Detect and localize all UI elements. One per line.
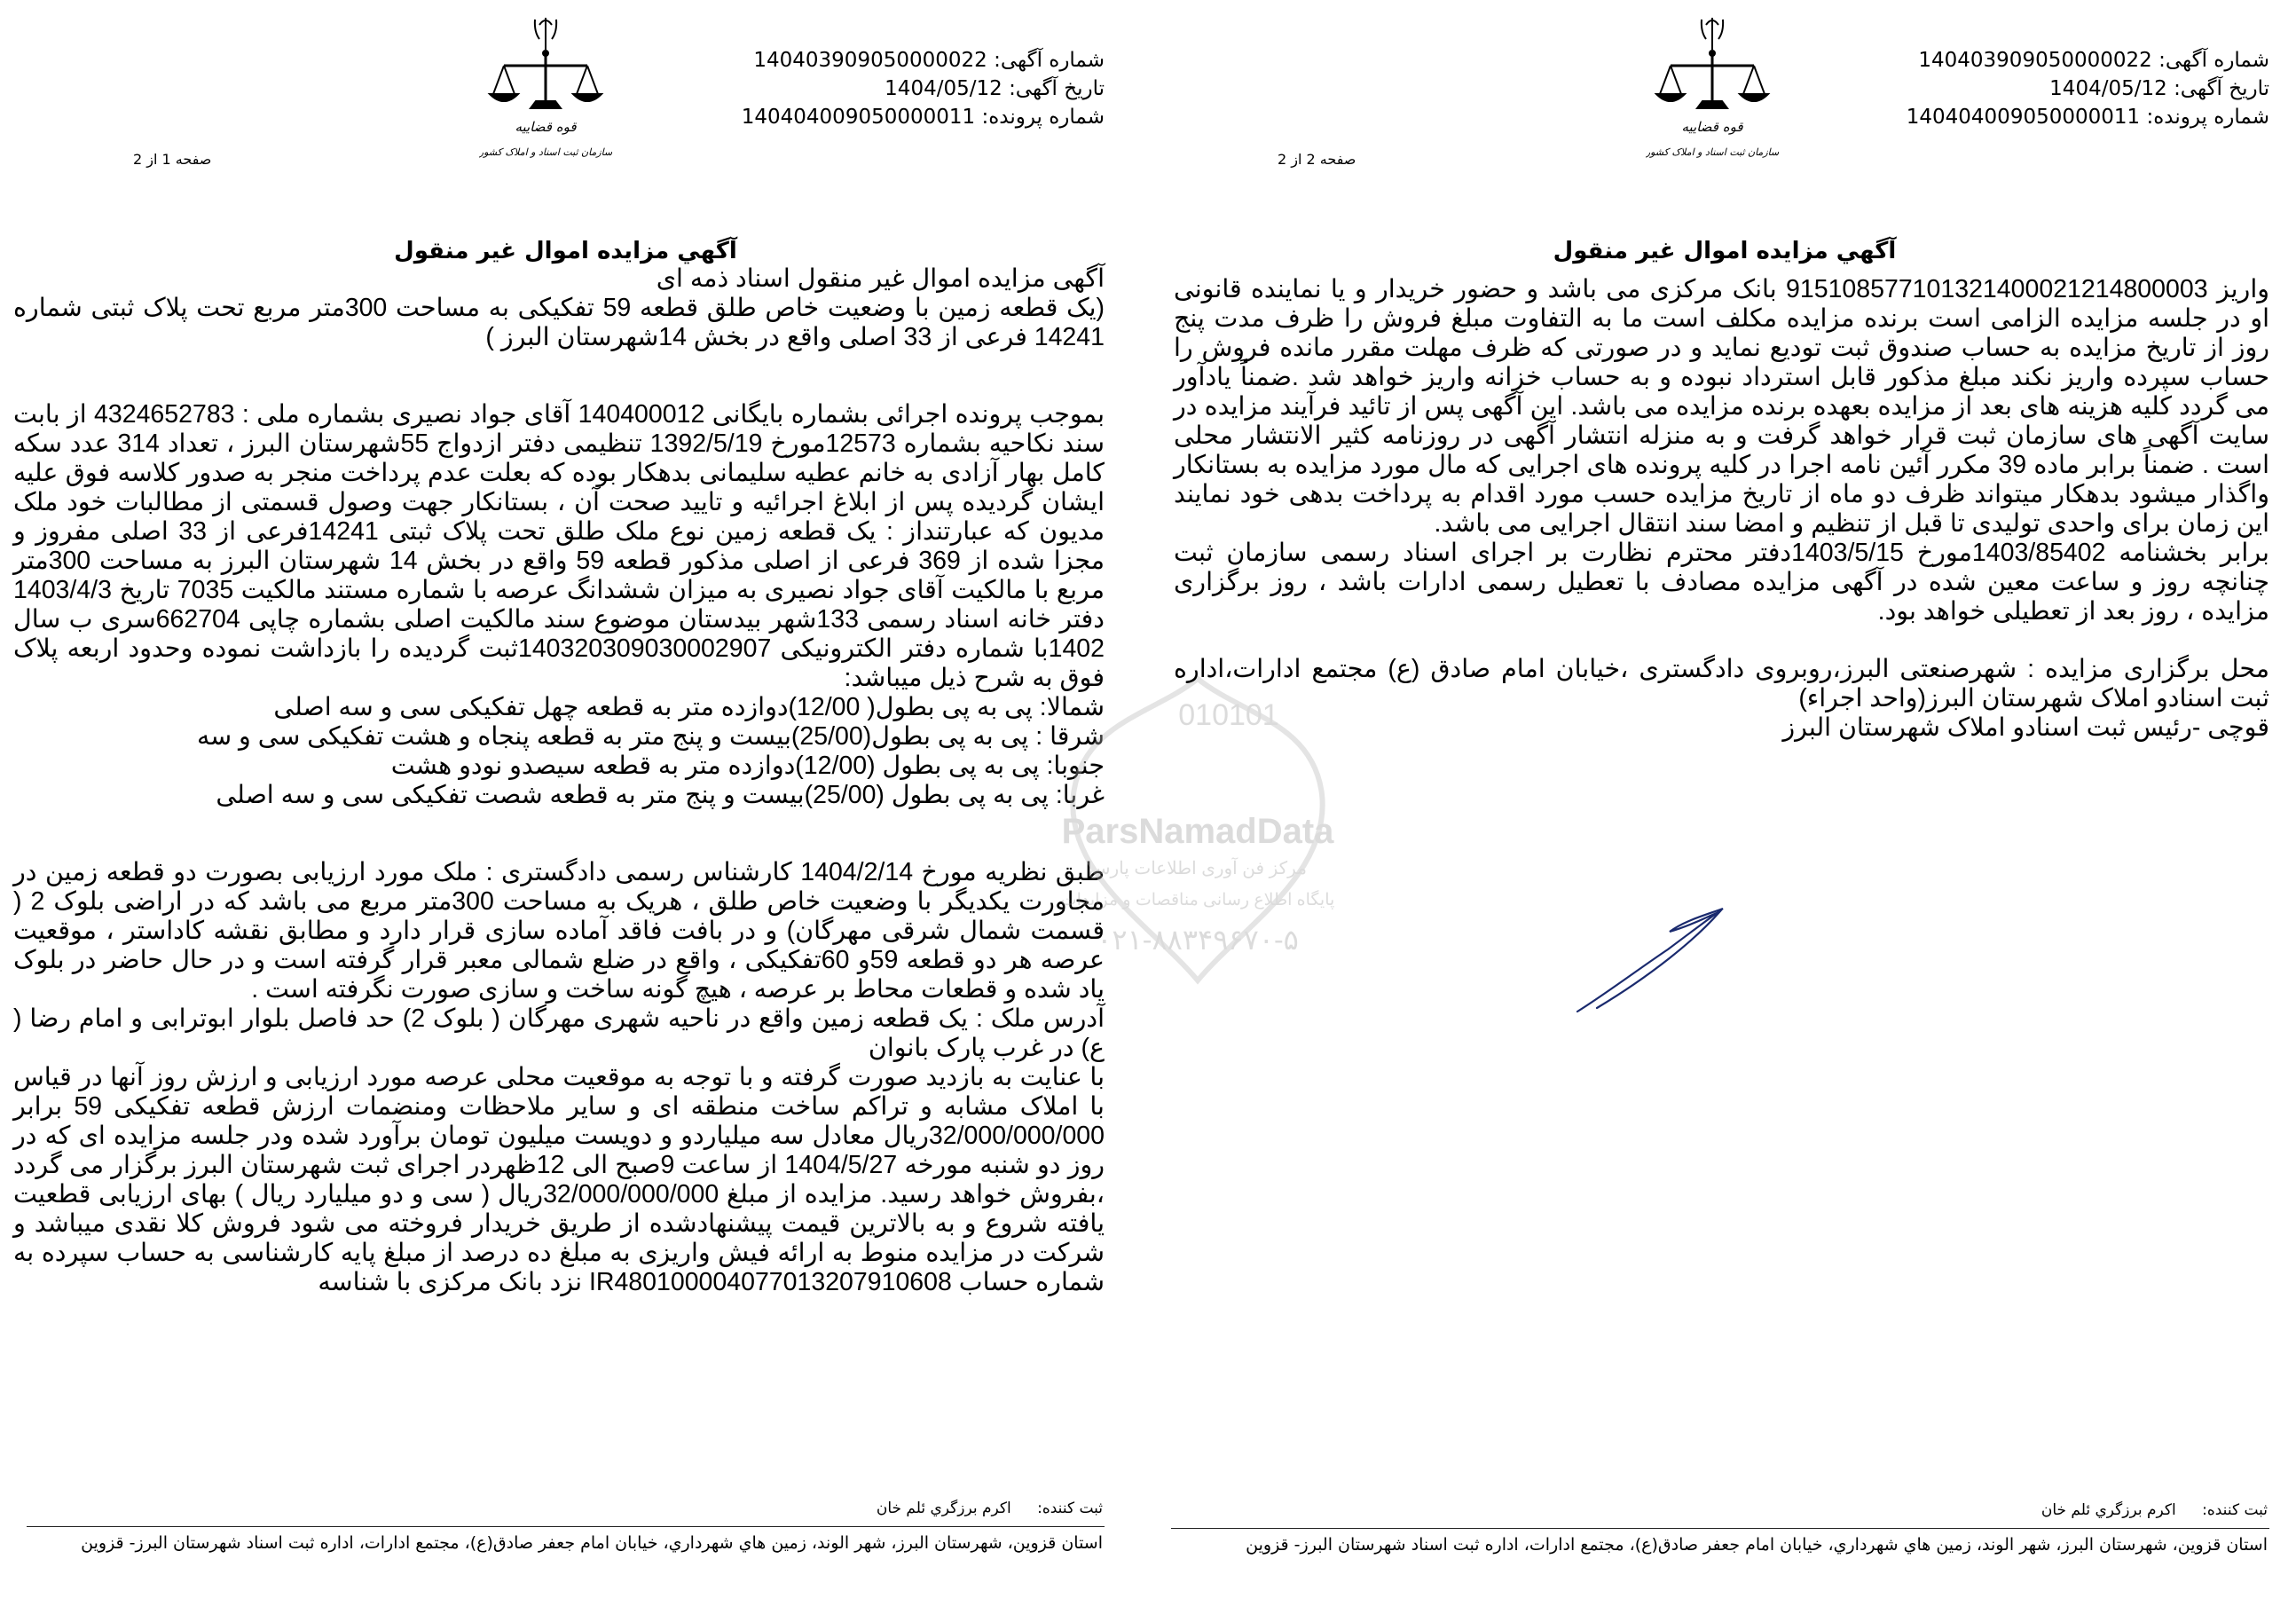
emblem-organization-text: سازمان ثبت اسناد و املاک کشور [479,146,612,158]
page-number: صفحه 1 از 2 [133,151,212,168]
boundary-west: غربا: پی به پی بطول (25/00)بیست و پنج متر به قطعه شصت تفکیکی سی و سه اصلی [216,781,1105,809]
judiciary-emblem-logo [1646,9,1779,195]
emblem-judiciary-text: قوه قضاییه [1681,119,1743,135]
notice-body [1174,275,2269,743]
notice-page-1 [0,0,1131,1622]
file-number-value: 140404009050000011 [1906,106,2141,129]
boundary-east: شرقا : پی به پی بطول(25/00)بیست و پنج متر به قطعه پنجاه و هشت تفکیکی سی و سه [196,722,1105,751]
notice-number-label: شماره آگهی: [994,49,1105,72]
registrar-line [877,1500,1103,1517]
payment-terms: واریز 915108577101321400021214800003 بانک مرکزی می باشد و حضور خریدار و یا نماینده قانونی او در جلسه مزایده الزامی است برنده مزایده مکلف است ما به التفاوت مبلغ فروش را ظرف مدت پنج روز از تاریخ مزایده به حساب صندوق ثبت تودیع نماید و در صورتی که ظرف مهلت مقرر مانده فروش را حساب سپرده واریز نکند مبلغ مذکور قابل استرداد نبوده و به حساب خزانه واریز خواهد شد .ضمناً یادآور می گردد کلیه هزینه های بعد از مزایده بعهده برنده مزایده می باشد. این آگهی پس از تائید فرآیند مزایده در سایت آگهی های سازمان ثبت قرار خواهد گرفت و به منزله انتشار آگهی در روزنامه کثیر الانتشار محلی است . ضمناً برابر ماده 39 مکرر آئین نامه اجرا در کلیه پرونده های اجرایی که مال مورد مزایده به بستانکار واگذار میشود بدهکار میتواند ظرف دو ماه از تاریخ مزایده حسب مورد اقدام به پرداخت بدهی خود نمایند این زمان برای واحدی تولیدی تا قبل از تنظیم و امضا سند انتقال اجرایی می باشد. [1174,275,2269,538]
judiciary-emblem-logo [479,9,612,195]
watermark-binary: 010101 [1178,698,1279,732]
watermark-line2: پایگاه اطلاع رسانی مناقصات و مزایدات [1060,891,1335,909]
watermark-line1: مرکز فن آوری اطلاعات پارس [1089,859,1307,878]
watermark-phone: ۰۲۱-۸۸۳۴۹۶۷۰-۵ [1097,924,1299,956]
expert-opinion: طبق نظریه مورخ 1404/2/14 کارشناس رسمی دادگستری : ملک مورد ارزیابی بصورت دو قطعه زمین در مجاورت یکدیگر با وضعیت خاص طلق ، هریک به مساحت 300متر مربع می باشد که در اراضی بلوک 2 ( قسمت شمال شرقی مهرگان) و در بافت فاقد آماده سازی قرار دارد و مطابق نقشه کاداستر ، موقعیت عرصه هر دو قطعه 59و 60تفکیکی ، واقع در ضلع شمالی معبر قرار گرفته است و در حال حاضر در بلوک یاد شده و قطعات محاط بر عرصه ، هیچ گونه ساخت و سازی صورت نگرفته است . [13,858,1105,1004]
notice-date-label: تاریخ آگهی: [2174,77,2269,100]
notice-title: آگهي مزايده اموال غير منقول [394,238,737,264]
auction-location: محل برگزاری مزایده : شهرصنعتی البرز،روبروی دادگستری ،خیابان امام صادق (ع) مجتمع ادارات،اداره ثبت اسنادو املاک شهرستان البرز(واحد اجراء) [1174,655,2269,713]
notice-number-value: 140403909050000022 [753,49,987,72]
property-summary: (یک قطعه زمین با وضعیت خاص طلق قطعه 59 تفکیکی به مساحت 300متر مربع تحت پلاک ثبتی شماره 14241 فرعی از 33 اصلی واقع در بخش 14شهرستان البرز ) [13,294,1105,351]
registrar-line [2041,1501,2268,1519]
file-number-label: شماره پرونده: [2146,106,2269,129]
notice-date-value: 1404/05/12 [2049,77,2167,100]
notice-number-label: شماره آگهی: [2158,49,2269,72]
handwritten-signature [1570,896,1730,1020]
notice-title: آگهي مزايده اموال غير منقول [1553,238,1897,264]
notice-meta [742,46,1105,131]
file-number-value: 140404009050000011 [741,106,976,129]
boundary-south: جنوبا: پی به پی بطول (12/00)دوازده متر به قطعه سیصدو نودو هشت [390,752,1105,780]
notice-body [13,264,1105,1297]
footer-address: استان قزوين، شهرستان البرز، شهر الوند، زمين هاي شهرداري، خيابان امام جعفر صادق(ع)، مجتمع ادارات، اداره ثبت اسناد شهرستان البرز- قزوين [1246,1535,2268,1555]
emblem-organization-text: سازمان ثبت اسناد و املاک کشور [1646,146,1779,158]
registrar-name: اکرم برزگري ئلم خان [2040,1501,2176,1519]
file-number-label: شماره پرونده: [981,106,1105,129]
footer-divider [1171,1528,2269,1529]
body-heading: آگهی مزایده اموال غیر منقول اسناد ذمه ای [656,264,1105,293]
signatory: قوچی -رئیس ثبت اسنادو املاک شهرستان البرز [1782,713,2269,742]
registrar-name: اکرم برزگري ئلم خان [876,1500,1011,1517]
registrar-label: ثبت کننده: [2202,1501,2268,1519]
watermark-brand: ParsNamadData [1061,812,1334,851]
notice-meta [1907,46,2269,131]
notice-date-value: 1404/05/12 [885,77,1003,100]
auction-terms: با عنایت به بازدید صورت گرفته و با توجه به موقعیت محلی عرصه مورد ارزیابی و ارزش روز آنها در قیاس با املاک مشابه و تراکم ساخت منطقه ای و سایر ملاحظات ومنضمات ارزش قطعه تفکیکی 59 برابر 32/000/000/000ریال معادل سه میلیاردو و دویست میلیون تومان برآورد شده ودر جلسه مزایده ای که در روز دو شنبه مورخه 1404/5/27 از ساعت 9صبح الی 12ظهردر اجرای ثبت شهرستان البرز برگزار می گردد ،بفروش خواهد رسید. مزایده از مبلغ 32/000/000/000ریال ( سی و دو میلیارد ریال ) بهای ارزیابی قطعیت یافته شروع و به بالاترین قیمت پیشنهادشده از طریق خریدار فروخته می شود فروش کلا نقدی میباشد و شرکت در مزایده منوط به ارائه فیش واریزی به مبلغ ده درصد از مبلغ پایه کارشناسی به حساب سپرده به شماره حساب IR480100004077013207910608 نزد بانک مرکزی با شناسه [13,1063,1105,1296]
footer-divider [27,1526,1105,1527]
page-number: صفحه 2 از 2 [1278,151,1356,168]
property-address: آدرس ملک : یک قطعه زمین واقع در ناحیه شهری مهرگان ( بلوک 2) حد فاصل بلوار ابوترابی و امام رضا ( ع) در غرب پارک بانوان [13,1004,1105,1062]
notice-number-value: 140403909050000022 [1918,49,2152,72]
registrar-label: ثبت کننده: [1037,1500,1103,1517]
notice-date-label: تاریخ آگهی: [1009,77,1105,100]
emblem-judiciary-text: قوه قضاییه [515,119,577,135]
holiday-clause: برابر بخشنامه 1403/85402مورخ 1403/5/15دفتر محترم نظارت بر اجرای اسناد رسمی سازمان ثبت چنانچه روز و ساعت معین شده در آگهی مزایده مصادف با تعطیل رسمی ادارات باشد ، روز برگزاری مزایده ، روز بعد از تعطیلی خواهد بود. [1174,539,2269,626]
case-description: بموجب پرونده اجرائی بشماره بایگانی 140400012 آقای جواد نصیری بشماره ملی : 4324652783 از بابت سند نکاحیه بشماره 12573مورخ 1392/5/19 تنظیمی دفتر ازدواج 55شهرستان البرز ، تعداد 314 عدد سکه کامل بهار آزادی به خانم عطیه سلیمانی بدهکار بوده که بعلت عدم پرداخت منجر به صدور کلاسه فوق علیه ایشان گردیده پس از ابلاغ اجرائیه و تایید صحت آن ، بستانکار جهت وصول قسمتی از مطالبات خود ملک مدیون که عبارتنداز : یک قطعه زمین نوع ملک طلق تحت پلاک ثبتی 14241فرعی از 33 اصلی مفروز و مجزا شده از 369 فرعی از اصلی مذکور قطعه 59 واقع در بخش 14 شهرستان البرز به مساحت 300متر مربع با مالکیت آقای جواد نصیری به میزان ششدانگ عرصه با شماره مستند مالکیت 7035 تاریخ 1403/4/3 دفتر خانه اسناد رسمی 133شهر بیدستان موضوع سند مالکیت اصلی بشماره چاپی 662704سری ب سال 1402با شماره دفتر الکترونیکی 140320309030002907ثبت گردیده را بازداشت نموده وحدود اربعه پلاک فوق به شرح ذیل میباشد: [13,400,1105,692]
boundary-north: شمالا: پی به پی بطول( 12/00)دوازده متر به قطعه چهل تفکیکی سی و سه اصلی [273,693,1105,721]
notice-page-2 [1153,0,2296,1622]
footer-address: استان قزوين، شهرستان البرز، شهر الوند، زمين هاي شهرداري، خيابان امام جعفر صادق(ع)، مجتمع ادارات، اداره ثبت اسناد شهرستان البرز- قزوين [81,1533,1103,1553]
